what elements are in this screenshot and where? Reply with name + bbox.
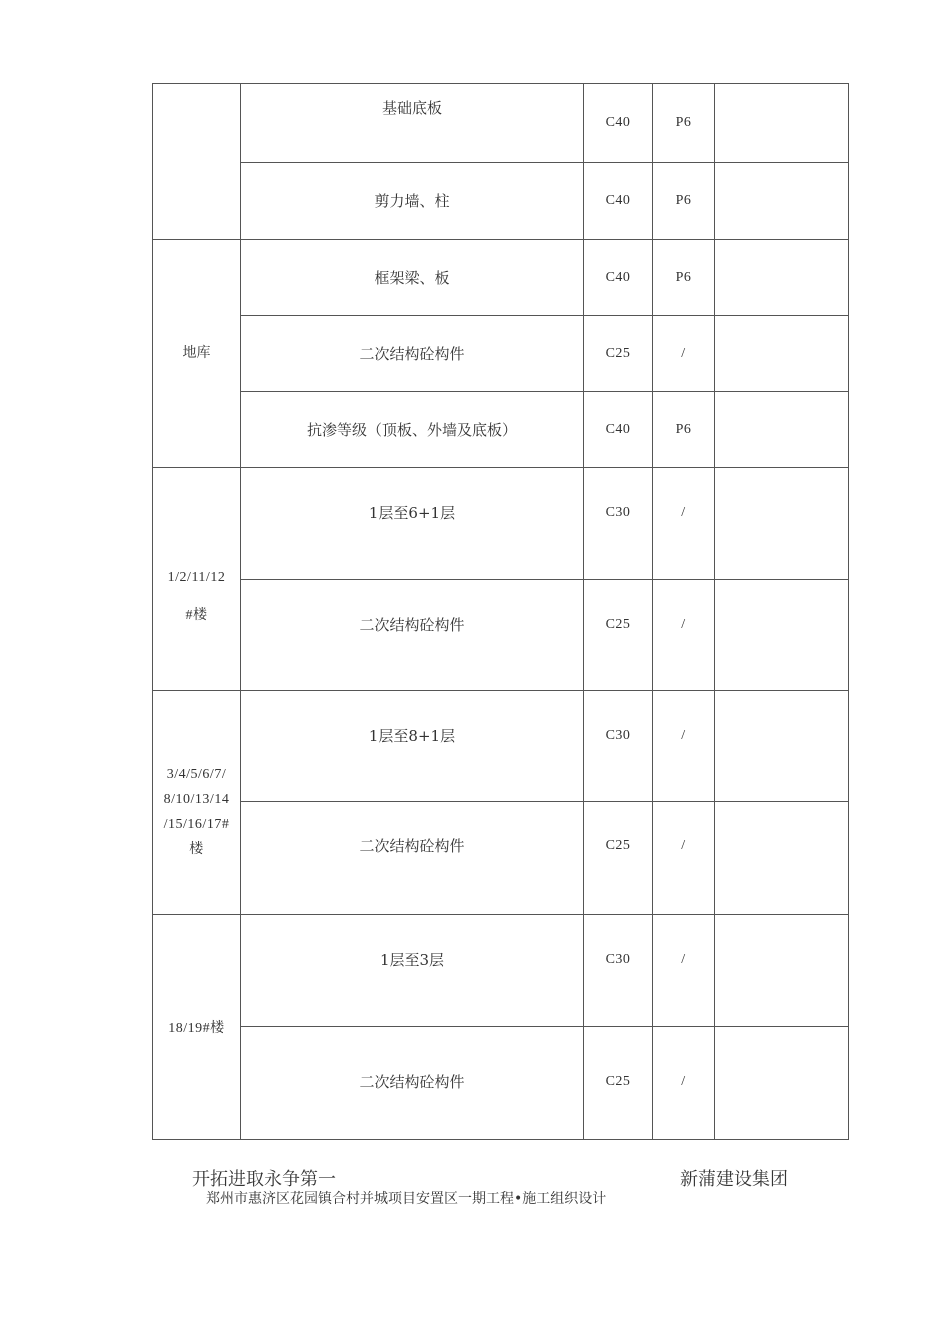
table-cell-note xyxy=(715,580,848,690)
table-cell-seepage: / xyxy=(681,617,686,632)
table-cell-seepage: / xyxy=(681,345,686,361)
group-label xyxy=(153,84,240,239)
table-cell-note xyxy=(715,1027,848,1139)
table-cell-part: 抗渗等级（顶板、外墙及底板） xyxy=(306,420,517,439)
table-cell-grade: C25 xyxy=(605,617,631,632)
table-cell-note xyxy=(715,392,848,467)
table-cell-grade: C30 xyxy=(605,504,631,520)
table-cell-note xyxy=(715,240,848,315)
table-cell-part: 二次结构砼构件 xyxy=(359,344,465,363)
table-cell-grade: C25 xyxy=(605,1074,631,1089)
table-border-right xyxy=(848,83,849,1140)
table-cell-note xyxy=(715,915,848,1026)
table-cell-part: 1层至6+1层 xyxy=(368,503,456,522)
table-cell-seepage: / xyxy=(681,1074,686,1089)
footer-company: 新蒲建设集团 xyxy=(680,1169,788,1190)
table-cell-seepage: P6 xyxy=(675,193,692,208)
table-cell-part: 二次结构砼构件 xyxy=(359,616,465,634)
table-cell-grade: C25 xyxy=(605,345,631,361)
table-cell-seepage: / xyxy=(681,951,686,967)
table-cell-seepage: P6 xyxy=(675,269,692,285)
table-cell-grade: C25 xyxy=(605,838,631,853)
table-cell-grade: C30 xyxy=(605,728,631,743)
group-label: 3/4/5/6/7/ 8/10/13/14 /15/16/17# 楼 xyxy=(163,766,230,857)
table-cell-grade: C40 xyxy=(605,421,631,437)
table-cell-grade: C40 xyxy=(605,269,631,285)
table-cell-note xyxy=(715,316,848,391)
table-border-bottom xyxy=(152,1139,849,1140)
table-cell-note xyxy=(715,163,848,239)
table-cell-part: 剪力墙、柱 xyxy=(374,192,450,210)
table-cell-part: 1层至8+1层 xyxy=(368,727,456,745)
table-cell-grade: C40 xyxy=(605,115,631,130)
table-cell-grade: C40 xyxy=(605,193,631,208)
table-cell-part: 基础底板 xyxy=(381,99,442,117)
table-cell-seepage: / xyxy=(681,728,686,743)
table-cell-seepage: P6 xyxy=(675,421,692,437)
table-cell-seepage: P6 xyxy=(675,115,692,130)
table-cell-seepage: / xyxy=(681,504,686,520)
table-cell-grade: C30 xyxy=(605,951,631,967)
footer-project-title: 郑州市惠济区花园镇合村并城项目安置区一期工程•施工组织设计 xyxy=(206,1191,607,1207)
table-cell-part: 1层至3层 xyxy=(379,950,445,969)
table-cell-note xyxy=(715,84,848,162)
footer-slogan: 开拓进取永争第一 xyxy=(192,1169,336,1190)
table-cell-note xyxy=(715,468,848,579)
table-cell-seepage: / xyxy=(681,838,686,853)
group-label: 1/2/11/12 #楼 xyxy=(167,570,226,623)
table-cell-part: 二次结构砼构件 xyxy=(359,1073,465,1091)
group-label: 18/19#楼 xyxy=(168,1020,225,1036)
table-cell-part: 框架梁、板 xyxy=(374,268,450,287)
table-cell-part: 二次结构砼构件 xyxy=(359,837,465,855)
group-label: 地库 xyxy=(182,345,211,361)
table-cell-note xyxy=(715,691,848,801)
table-cell-note xyxy=(715,802,848,914)
